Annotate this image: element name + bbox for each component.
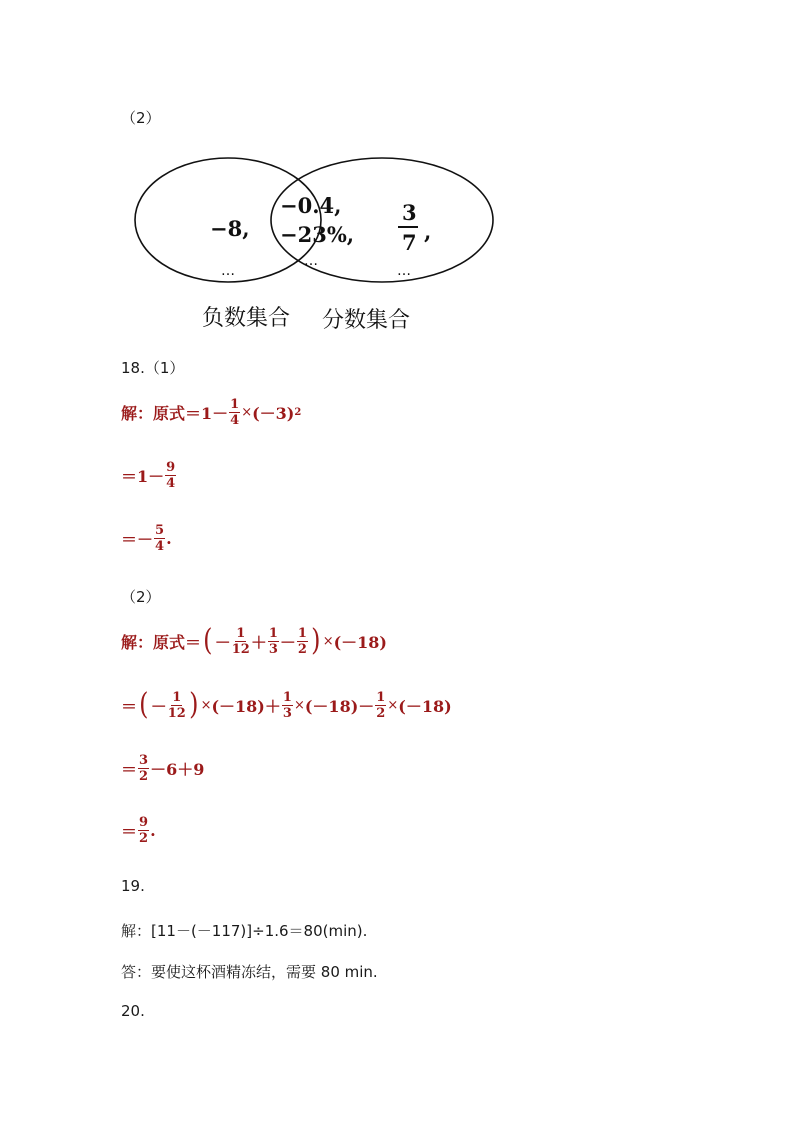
numerator: 1 xyxy=(376,689,386,705)
denominator: 12 xyxy=(167,705,186,721)
denominator: 4 xyxy=(230,413,240,428)
times-sign: × xyxy=(200,697,212,713)
numerator: 9 xyxy=(166,460,176,475)
fraction xyxy=(282,691,293,720)
numerator: 9 xyxy=(139,815,149,830)
fraction xyxy=(375,691,386,720)
fraction xyxy=(297,627,308,656)
q18-p2-step3 xyxy=(121,754,204,783)
numerator: 1 xyxy=(268,625,278,641)
q18-p2-step4 xyxy=(121,816,156,845)
exponent: 2 xyxy=(294,407,302,418)
negative-set-caption: 负数集合 xyxy=(202,306,291,331)
step-text: 解：原式＝ xyxy=(121,632,202,652)
minus-sign: － xyxy=(150,696,167,716)
minus-sign: － xyxy=(279,632,296,652)
denominator: 12 xyxy=(231,641,250,657)
step-text: . xyxy=(150,821,156,840)
q19-answer: 答：要使这杯酒精冻结，需要 80 min. xyxy=(121,963,378,981)
fraction xyxy=(268,627,279,656)
negative-items: −8, xyxy=(210,216,250,241)
denominator: 3 xyxy=(282,705,292,721)
fraction xyxy=(229,398,240,427)
numerator: 1 xyxy=(230,397,240,412)
step-text: 解：原式＝1－ xyxy=(121,404,229,423)
equals-sign: ＝ xyxy=(121,760,138,779)
times-sign: × xyxy=(387,697,399,713)
plus-sign: ＋ xyxy=(250,632,267,652)
fraction xyxy=(165,461,176,490)
ellipsis-left: … xyxy=(221,263,235,279)
ellipsis-center: … xyxy=(304,253,318,269)
numerator: 1 xyxy=(236,625,246,641)
denominator: 2 xyxy=(139,831,149,846)
question-18-label: 18.（1） xyxy=(121,359,185,377)
numerator: 1 xyxy=(297,625,307,641)
step-text: ＝－ xyxy=(121,530,154,549)
plus-sign: ＋ xyxy=(264,696,281,716)
venn-diagram xyxy=(120,145,510,345)
step-text: (－18) xyxy=(398,696,452,716)
ellipsis-right: … xyxy=(397,263,411,279)
equals-sign: ＝ xyxy=(121,822,138,841)
step-text: (－18) xyxy=(333,632,388,652)
denominator: 2 xyxy=(376,705,386,721)
numerator: 1 xyxy=(172,689,182,705)
q18-p2-step2 xyxy=(121,687,452,722)
step-text: (－3) xyxy=(252,404,295,423)
left-paren: ( xyxy=(203,623,213,658)
fraction-denominator: 7 xyxy=(402,230,417,255)
intersection-item-2: −23%, xyxy=(280,222,355,247)
fraction-comma: , xyxy=(424,219,432,244)
numerator: 3 xyxy=(139,753,149,768)
minus-sign: － xyxy=(214,632,231,652)
denominator: 4 xyxy=(155,539,165,554)
fraction xyxy=(138,754,149,783)
times-sign: × xyxy=(293,697,305,713)
intersection-item-1: −0.4, xyxy=(280,193,342,218)
denominator: 2 xyxy=(297,641,307,657)
q18-p1-step3 xyxy=(121,524,172,553)
times-sign: × xyxy=(322,633,334,649)
left-paren: ( xyxy=(139,687,149,722)
q18-p2-step1 xyxy=(121,623,388,658)
part-label: （2） xyxy=(121,109,161,127)
q18-p1-step2 xyxy=(121,461,177,490)
fraction xyxy=(154,524,165,553)
numerator: 1 xyxy=(282,689,292,705)
fraction-set-caption: 分数集合 xyxy=(322,308,411,333)
step-text: (－18) xyxy=(304,696,359,716)
right-paren: ) xyxy=(311,623,321,658)
step-text: －6＋9 xyxy=(150,760,205,779)
part-label: （2） xyxy=(121,588,161,606)
question-20-label: 20. xyxy=(121,1002,145,1020)
question-19-label: 19. xyxy=(121,877,145,895)
fraction xyxy=(168,691,186,720)
denominator: 2 xyxy=(139,769,149,784)
fraction xyxy=(232,627,250,656)
denominator: 4 xyxy=(166,476,176,491)
equals-sign: ＝ xyxy=(121,696,138,716)
times-sign: × xyxy=(241,405,253,420)
step-text: . xyxy=(166,529,172,548)
denominator: 3 xyxy=(268,641,278,657)
minus-sign: － xyxy=(358,696,375,716)
step-text: (－18) xyxy=(211,696,265,716)
q19-solution: 解：[11－(－117)]÷1.6＝80(min). xyxy=(121,922,368,940)
fraction xyxy=(138,816,149,845)
fraction-numerator: 3 xyxy=(402,200,417,225)
right-paren: ) xyxy=(189,687,199,722)
step-text: ＝1－ xyxy=(121,467,165,486)
numerator: 5 xyxy=(155,523,165,538)
q18-p1-step1 xyxy=(121,398,301,427)
